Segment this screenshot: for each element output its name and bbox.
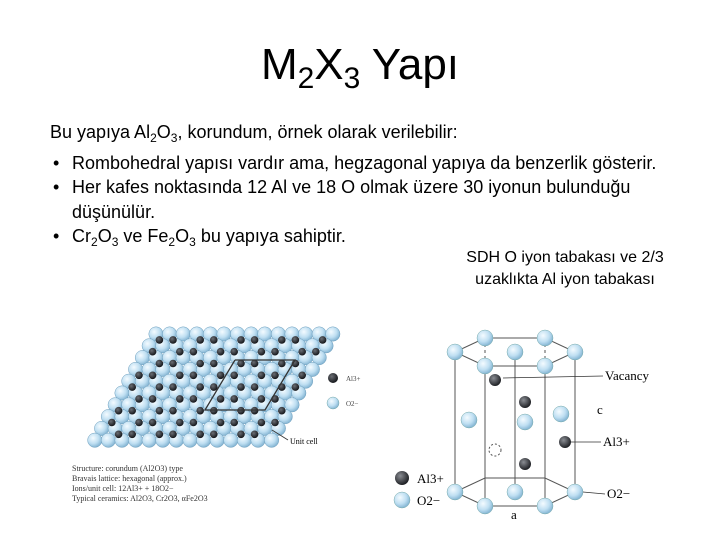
al-ion	[115, 431, 123, 439]
al-ion	[292, 336, 300, 344]
o-ion	[537, 358, 553, 374]
al-ion	[176, 419, 184, 427]
unit-cell-figure	[385, 318, 685, 523]
al-ion	[217, 419, 225, 427]
al-ion	[489, 374, 501, 386]
bullet-dot: •	[53, 177, 60, 197]
o-ion	[224, 433, 238, 447]
al-ion	[156, 407, 164, 415]
o-ion	[567, 344, 583, 360]
al-ion	[258, 395, 266, 403]
vacancy-pointer	[503, 376, 603, 378]
slide-title: $M_2X_3$ Yapı	[260, 40, 460, 95]
al-ion	[149, 372, 157, 380]
al-ion	[149, 419, 157, 427]
o-ion	[183, 433, 197, 447]
o-ion	[567, 484, 583, 500]
bullet-text: Her kafes noktasında 12 Al ve 18 O olmak üzere 30 iyonun bulunduğu düşünülür.	[72, 177, 631, 222]
a-axis-label: a	[511, 507, 517, 522]
al-ion	[251, 383, 259, 391]
al-legend-icon	[328, 373, 338, 383]
al-ion	[230, 348, 238, 356]
o-legend-label: O2−	[417, 493, 441, 508]
corundum-layer-figure	[60, 318, 380, 523]
al-ion	[217, 348, 225, 356]
al-ion	[176, 372, 184, 380]
slide-body	[50, 120, 700, 255]
al-ion	[230, 395, 238, 403]
al-ion	[156, 431, 164, 439]
o-ion	[537, 330, 553, 346]
al-ion	[196, 336, 204, 344]
al-ion	[251, 407, 259, 415]
corundum-layer-svg	[60, 318, 380, 523]
o-ion	[517, 414, 533, 430]
al-ion	[135, 372, 143, 380]
al-ion	[190, 372, 198, 380]
al-ion	[128, 431, 136, 439]
al-ion	[169, 431, 177, 439]
o-ion	[507, 344, 523, 360]
caption-line: uzaklıkta Al iyon tabakası	[475, 271, 655, 288]
al-ion	[128, 407, 136, 415]
al-ion	[196, 360, 204, 368]
caption-line: SDH O iyon tabakası ve 2/3	[466, 249, 664, 266]
al-ion	[519, 396, 531, 408]
ion-lattice	[88, 327, 340, 448]
info-line: Structure: corundum (Al2O3) type	[72, 464, 183, 473]
o-ion	[447, 484, 463, 500]
al-ion	[292, 383, 300, 391]
o-ion	[477, 358, 493, 374]
info-line: Bravais lattice: hexagonal (approx.)	[72, 474, 187, 483]
bullet-item	[50, 151, 700, 176]
al-ion	[108, 419, 116, 427]
al-ion	[271, 348, 279, 356]
al-ion	[196, 431, 204, 439]
al-ion	[258, 372, 266, 380]
al-ion	[176, 348, 184, 356]
o-ion	[477, 498, 493, 514]
al-ion	[156, 383, 164, 391]
al-ion	[210, 407, 218, 415]
al-ion	[190, 348, 198, 356]
al-ion	[190, 395, 198, 403]
o-pointer	[583, 492, 605, 494]
al-ion	[298, 348, 306, 356]
o-ion	[142, 433, 156, 447]
al-ion	[559, 436, 571, 448]
al-ion	[210, 336, 218, 344]
o-label: O2−	[607, 486, 631, 501]
al-ion	[115, 407, 123, 415]
al-ion	[251, 431, 259, 439]
al-ion	[251, 360, 259, 368]
o-legend-icon	[327, 397, 339, 409]
al-ion	[196, 383, 204, 391]
al-ion	[149, 348, 157, 356]
o-legend-icon	[394, 492, 410, 508]
unit-cell-svg	[385, 318, 685, 523]
al-ion	[271, 372, 279, 380]
vacancy-site	[489, 444, 501, 456]
o-ion	[553, 406, 569, 422]
bullet-dot: •	[53, 152, 60, 173]
vacancy-label: Vacancy	[605, 368, 650, 383]
al-ion	[237, 431, 245, 439]
al-ion	[251, 336, 259, 344]
al-ion	[217, 395, 225, 403]
al-ion	[169, 360, 177, 368]
al-ion	[169, 336, 177, 344]
o-ion	[88, 433, 102, 447]
al-ion	[237, 383, 245, 391]
al-ion	[271, 419, 279, 427]
al-ion	[176, 395, 184, 403]
o-ion	[461, 412, 477, 428]
al-ion	[230, 419, 238, 427]
al-ion	[258, 419, 266, 427]
info-line: Typical ceramics: Al2O3, Cr2O3, αFe2O3	[72, 494, 208, 503]
o-ion	[507, 484, 523, 500]
info-line: Ions/unit cell: 12Al3+ + 18O2−	[72, 484, 174, 493]
al-ion	[156, 336, 164, 344]
bullet-dot: •	[53, 226, 60, 246]
al-ion	[319, 336, 327, 344]
al-ion	[519, 458, 531, 470]
al-legend-label: Al3+	[346, 375, 361, 383]
al-ion	[135, 419, 143, 427]
al-ion	[156, 360, 164, 368]
al-ion	[312, 348, 320, 356]
intro-line: Bu yapıya $Al_2O_3$, korundum, örnek olarak verilebilir:	[50, 122, 458, 145]
al-legend-label: Al3+	[417, 471, 444, 486]
bullet-item	[50, 175, 700, 224]
al-ion	[298, 372, 306, 380]
al-ion	[196, 407, 204, 415]
o-ion	[537, 498, 553, 514]
al-ion	[190, 419, 198, 427]
bullet-text: $Cr_2O_3$ ve $Fe_2O_3$ bu yapıya sahiptir.	[72, 226, 346, 249]
al-ion	[210, 360, 218, 368]
o-legend-label: O2−	[346, 400, 359, 408]
al-ion	[258, 348, 266, 356]
al-ion	[278, 360, 286, 368]
al-ion	[237, 336, 245, 344]
al-legend-icon	[395, 471, 409, 485]
bullet-text: Rombohedral yapısı vardır ama, hegzagonal yapıya da benzerlik gösterir.	[72, 152, 657, 173]
al-ion	[128, 383, 136, 391]
o-ion	[477, 330, 493, 346]
al-ion	[217, 372, 225, 380]
al-ion	[169, 383, 177, 391]
unit-cell-label: Unit cell	[290, 437, 318, 446]
o-ion	[101, 433, 115, 447]
al-ion	[210, 431, 218, 439]
c-axis-label: c	[597, 402, 603, 417]
o-ion	[264, 433, 278, 447]
al-ion	[149, 395, 157, 403]
o-ion	[447, 344, 463, 360]
al-ion	[135, 395, 143, 403]
al-ion	[278, 407, 286, 415]
al-label: Al3+	[603, 434, 630, 449]
al-ion	[230, 372, 238, 380]
al-ion	[278, 336, 286, 344]
al-ion	[237, 360, 245, 368]
al-ion	[237, 407, 245, 415]
figure-caption	[445, 247, 685, 291]
al-ion	[169, 407, 177, 415]
